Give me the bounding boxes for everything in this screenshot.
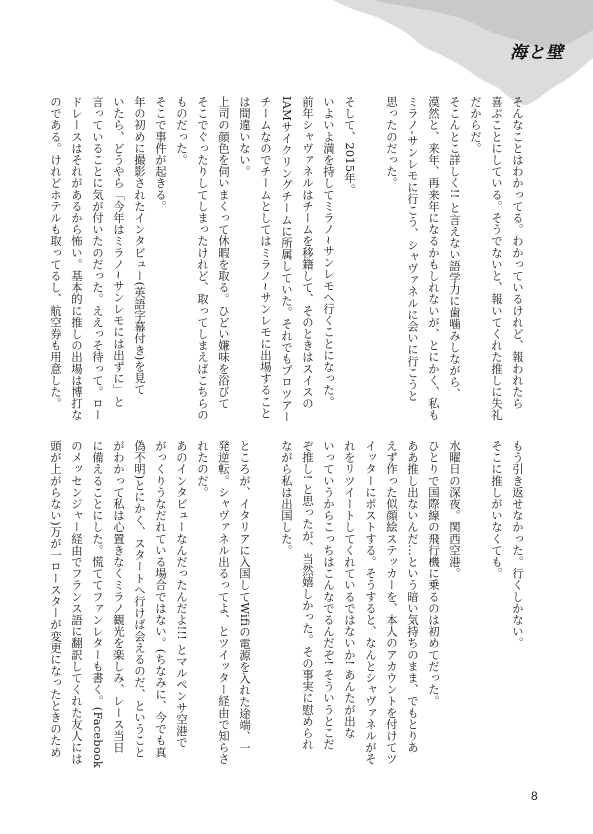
text-line: ぞ推し! と思ったが、当然嬉しかった。その事実に慰められ — [301, 440, 315, 751]
page-number: 8 — [531, 789, 538, 803]
text-line: ものだった。 — [175, 96, 189, 166]
text-line: だからだ。 — [469, 96, 483, 154]
text-line: そこで事件が起きる。 — [154, 96, 168, 212]
upper-text-block — [49, 96, 528, 423]
block-divider — [70, 414, 530, 415]
text-line: ああ推し出ないんだ…という暗い気持ちのまま、でもとりあ — [406, 440, 420, 754]
text-line: ミラノ-サンレモに行こう、シャヴァネルに会いに行こうと — [406, 96, 420, 402]
text-line: ところが、イタリアに入国してWifiの電源を入れた途端、一 — [238, 440, 252, 754]
text-line: 上司の顔色を伺いまくって休暇を取る。ひどい嫌味を浴びて — [217, 96, 231, 410]
text-line: チームなのでチームとしてはミラノ~サンレモに出場すること — [259, 96, 273, 419]
text-line: 前年シャヴァネルはチームを移籍して、そのときはスイスの — [301, 96, 315, 410]
text-line — [255, 440, 276, 786]
text-line: に備えることにした。慌ててファンレターも書く。(Facebook — [91, 440, 105, 768]
text-line: いよいよ満を持してミラノ~サンレモへ行くことになった。 — [322, 96, 336, 408]
text-line: がわかって私は心置きなくミラノ観光を楽しみ、レース当日 — [112, 440, 126, 754]
text-line: いっていうからこっちはこんなでるんだぞ! そういうとこだ — [322, 440, 336, 751]
text-line: そんなことはわかってる。わかっているけれど、報われたら — [511, 96, 525, 410]
text-line: 頭が上がらない)万が一ロースターが変更になったときのため — [49, 440, 63, 758]
text-line: 偽不明)とにかく、スタートへ行けば会えるのだ、ということ — [133, 440, 147, 758]
text-line: そして、2015年。 — [343, 96, 357, 196]
text-line: れたのだ。 — [196, 440, 210, 498]
text-line: イッターにポストする。そうすると、なんとシャヴァネルがそ — [364, 440, 378, 765]
text-line: ドレースはそれがあるから怖い。基本的に推しの出場は博打な — [70, 96, 84, 421]
text-line: 言っていることに気が付いたのだった。ええっそ待って。ロー — [91, 96, 105, 421]
text-line: えず作った似顔絵ステッカーを、本人のアカウントを付けてツ — [385, 440, 399, 765]
text-line: 年の初めに撮影されたインタビュー(英語字幕付き)を見て — [133, 96, 147, 396]
text-line: のメッセンジャー経由でフランス語に翻訳してくれた友人には — [70, 440, 84, 765]
text-line: 漠然と、来年、再来年になるかもしれないが、とにかく、私も — [427, 96, 441, 421]
text-line: もう引き返せなかった。行くしかない。 — [511, 440, 525, 649]
lower-text-block — [49, 440, 528, 786]
text-line: は間違いない。 — [238, 96, 252, 178]
text-line: 思ったのだった。 — [385, 96, 399, 189]
text-line: いたら、どうやら「今年はミラノ~サンレモには出ずに」と — [112, 96, 126, 408]
text-line: のである。けれどホテルも取ってるし、航空券も用意した。 — [49, 96, 63, 410]
text-line: れをリツイートしてくれているではないか! あんたが出な — [343, 440, 357, 739]
text-line: そこんとこ詳しく!! と言えない語学力に歯噛みしながら、 — [448, 96, 462, 400]
text-line: そこでぐったりしてしまったけれど、取ってしまえばこちらの — [196, 96, 210, 421]
text-line: 発逆転。シャヴァネル出るってよ、とツイッター経由で知らさ — [217, 440, 231, 765]
text-line: ひとりで国際線の飛行機に乗るのは初めてだった。 — [427, 440, 441, 707]
text-line: あのインタビューなんだったんだよ!!! とマルペンサ空港で — [175, 440, 189, 749]
text-line: 水曜日の深夜。関西空港。 — [448, 440, 462, 580]
page-header-title: 海と壁 — [510, 43, 564, 63]
text-line — [465, 440, 486, 786]
text-line: そこに推しがいなくても。 — [490, 440, 504, 580]
text-line: 喜ぶことにしている。そうでないと、報いてくれた推しに失礼 — [490, 96, 504, 421]
text-line: がっくりうなだれている場合ではない。(ちなみに、今でも真 — [154, 440, 168, 758]
text-line: ながら私は出国した。 — [280, 440, 294, 556]
text-line: IAMサイクリングチームに所属していた。それでもプロツアー — [280, 96, 294, 423]
text-line — [360, 96, 381, 386]
